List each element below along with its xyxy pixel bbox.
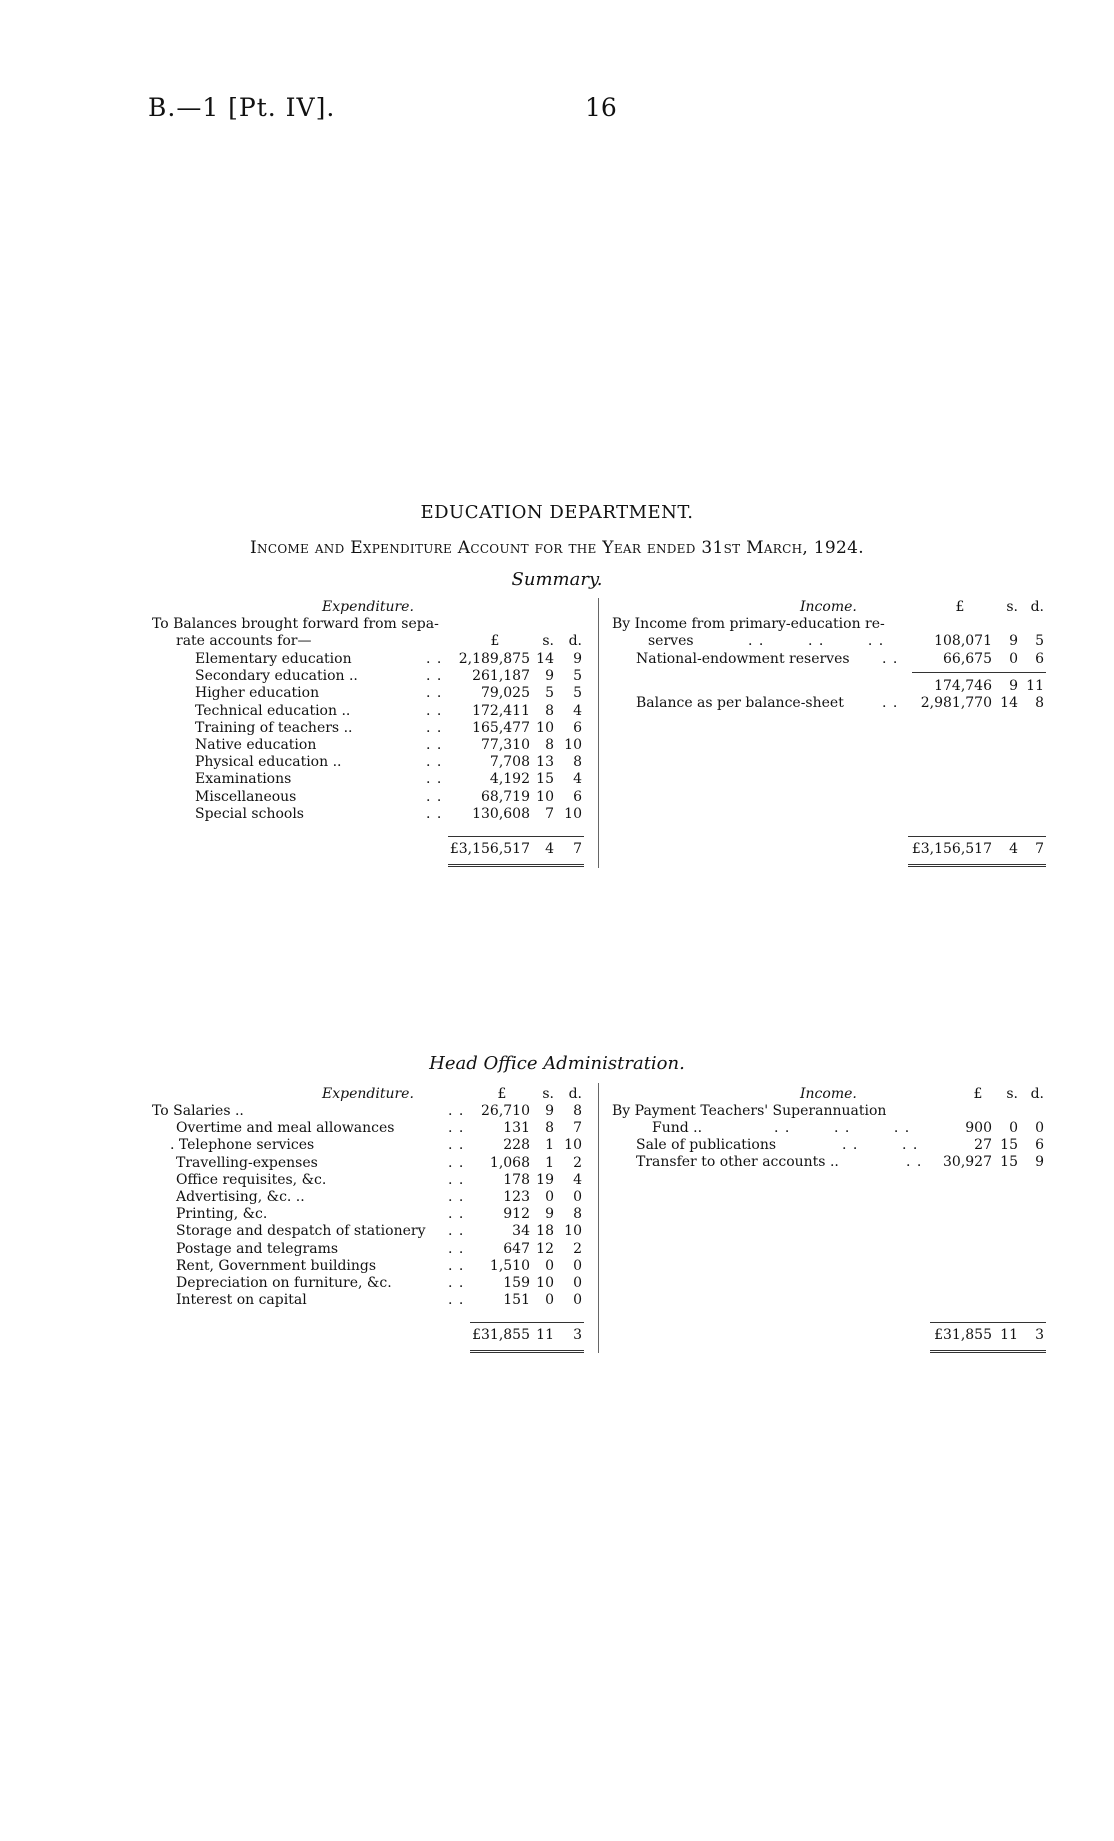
summary-expenditure-intro-1: To Balances brought forward from sepa- <box>152 616 439 632</box>
summary-income-subtotal-pounds: 174,746 <box>934 678 992 694</box>
row-leader: . . <box>426 771 443 788</box>
summary-income-serves-shillings: 9 <box>1009 633 1018 649</box>
row-shillings: 0 <box>545 1257 554 1274</box>
ho-exp-total-pounds: £31,855 <box>472 1327 530 1343</box>
summary-exp-total-double-rule <box>448 864 584 867</box>
department-title: EDUCATION DEPARTMENT. <box>420 502 694 523</box>
row-leader: . . <box>448 1292 465 1309</box>
ho-income-fund-pence: 0 <box>1035 1120 1044 1136</box>
head-office-divider <box>598 1083 599 1353</box>
row-shillings: 15 <box>536 771 554 788</box>
row-pounds: 130,608 <box>472 805 530 822</box>
summary-income-total-pounds: £3,156,517 <box>911 841 992 857</box>
row-shillings: 13 <box>536 754 554 771</box>
summary-exp-col-shillings: s. <box>542 633 554 649</box>
row-label: Miscellaneous <box>195 788 297 805</box>
row-leader: . . <box>426 702 443 719</box>
row-pence: 6 <box>573 719 582 736</box>
summary-income-line-1: By Income from primary-education re- <box>612 616 885 632</box>
ho-inc-col-pence: d. <box>1030 1086 1044 1102</box>
head-office-heading: Head Office Administration. <box>429 1053 685 1074</box>
ho-income-total-double-rule <box>930 1350 1046 1353</box>
row-pence: 10 <box>564 1223 582 1240</box>
summary-inc-col-shillings: s. <box>1006 599 1018 615</box>
row-pence: 6 <box>573 788 582 805</box>
ho-income-total-pounds: £31,855 <box>934 1327 992 1343</box>
row-pence: 4 <box>573 771 582 788</box>
row-label: Special schools <box>195 805 304 822</box>
summary-expenditure-intro-2: rate accounts for— <box>176 633 312 649</box>
row-pence: 10 <box>564 1137 582 1154</box>
row-pence: 2 <box>573 1154 582 1171</box>
account-title <box>0 538 1114 558</box>
row-label: Interest on capital <box>176 1292 307 1309</box>
summary-income-national-shillings: 0 <box>1009 651 1018 667</box>
row-shillings: 5 <box>545 685 554 702</box>
row-pence: 0 <box>573 1292 582 1309</box>
row-leader: . . <box>426 651 443 667</box>
ho-income-fund-leader: . . . . . . <box>774 1120 911 1136</box>
summary-income-serves-label: serves <box>648 633 694 649</box>
row-pounds: 228 <box>503 1137 530 1154</box>
row-shillings: 1 <box>545 1137 554 1154</box>
row-pounds: 172,411 <box>472 702 530 719</box>
row-pence: 8 <box>573 1206 582 1223</box>
row-pounds: 77,310 <box>481 737 530 753</box>
summary-divider <box>598 598 599 868</box>
row-pounds: 79,025 <box>481 685 530 702</box>
row-leader: . . <box>426 754 443 771</box>
summary-income-total-double-rule <box>908 864 1046 867</box>
summary-heading: Summary. <box>511 569 603 590</box>
row-label: Overtime and meal allowances <box>176 1120 395 1137</box>
row-pounds: 912 <box>503 1206 530 1223</box>
row-leader: . . <box>426 805 443 822</box>
summary-income-balance-leader: . . <box>882 695 899 711</box>
row-label: Depreciation on furniture, &c. <box>176 1275 392 1291</box>
row-label: Postage and telegrams <box>176 1240 339 1257</box>
summary-income-balance-shillings: 14 <box>1000 695 1018 711</box>
summary-income-subtotal-pence: 11 <box>1026 678 1044 694</box>
row-label: Office requisites, &c. <box>176 1171 327 1188</box>
summary-inc-col-pounds: £ <box>955 599 965 615</box>
ho-exp-col-pounds: £ <box>497 1086 507 1102</box>
row-pence: 5 <box>573 668 582 685</box>
row-pounds: 1,068 <box>489 1154 530 1171</box>
summary-income-serves-pounds: 108,071 <box>934 633 992 649</box>
row-shillings: 8 <box>545 702 554 719</box>
summary-income-balance-pence: 8 <box>1035 695 1044 711</box>
summary-expenditure-heading: Expenditure. <box>322 599 414 615</box>
summary-income-national-pence: 6 <box>1035 651 1044 667</box>
summary-income-total-rule <box>908 836 1046 837</box>
ho-income-transfer-shillings: 15 <box>1000 1154 1018 1170</box>
row-pence: 4 <box>573 1171 582 1188</box>
row-pounds: 131 <box>503 1120 530 1137</box>
row-leader: . . <box>426 788 443 805</box>
row-label: Travelling-expenses <box>176 1154 318 1171</box>
ho-income-publications-leader: . . . . <box>842 1137 919 1153</box>
row-shillings: 10 <box>536 788 554 805</box>
summary-income-heading: Income. <box>800 599 857 615</box>
ho-inc-col-pounds: £ <box>973 1086 983 1102</box>
summary-income-national-leader: . . <box>882 651 899 667</box>
row-shillings: 7 <box>545 805 554 822</box>
row-shillings: 10 <box>536 719 554 736</box>
row-label: Elementary education <box>195 651 352 667</box>
head-office-income-heading: Income. <box>800 1086 857 1102</box>
row-pounds: 4,192 <box>489 771 530 788</box>
summary-income-balance-label: Balance as per balance-sheet <box>636 695 844 711</box>
row-shillings: 1 <box>545 1154 554 1171</box>
row-shillings: 14 <box>536 651 554 667</box>
row-leader: . . <box>448 1240 465 1257</box>
row-pence: 5 <box>573 685 582 702</box>
summary-exp-total-pence: 7 <box>573 841 582 857</box>
row-leader: . . <box>448 1103 465 1119</box>
summary-income-total-shillings: 4 <box>1009 841 1018 857</box>
ho-income-publications-pounds: 27 <box>974 1137 992 1153</box>
row-pence: 10 <box>564 737 582 753</box>
head-office-expenditure-heading: Expenditure. <box>322 1086 414 1102</box>
row-leader: . . <box>426 685 443 702</box>
row-pence: 0 <box>573 1257 582 1274</box>
summary-income-balance-pounds: 2,981,770 <box>920 695 992 711</box>
ho-income-fund-label: Fund .. <box>652 1120 703 1136</box>
ho-income-transfer-label: Transfer to other accounts .. <box>636 1154 839 1170</box>
summary-inc-col-pence: d. <box>1030 599 1044 615</box>
row-pounds: 647 <box>503 1240 530 1257</box>
row-pounds: 123 <box>503 1189 530 1205</box>
row-pounds: 34 <box>512 1223 530 1240</box>
summary-exp-total-rule <box>448 836 584 837</box>
row-leader: . . <box>448 1223 465 1240</box>
row-pence: 7 <box>573 1120 582 1137</box>
ho-income-publications-shillings: 15 <box>1000 1137 1018 1153</box>
ho-income-total-shillings: 11 <box>1000 1327 1018 1343</box>
row-leader: . . <box>448 1154 465 1171</box>
summary-income-subtotal-shillings: 9 <box>1009 678 1018 694</box>
row-pounds: 159 <box>503 1275 530 1291</box>
page-reference: B.—1 [Pt. IV]. <box>148 93 336 122</box>
ho-income-total-pence: 3 <box>1035 1327 1044 1343</box>
row-pence: 2 <box>573 1240 582 1257</box>
row-pence: 0 <box>573 1275 582 1291</box>
ho-income-line-1: By Payment Teachers' Superannuation <box>612 1103 887 1119</box>
summary-income-national-label: National-endowment reserves <box>636 651 850 667</box>
row-shillings: 8 <box>545 737 554 753</box>
row-pounds: 151 <box>503 1292 530 1309</box>
summary-exp-col-pence: d. <box>568 633 582 649</box>
row-pounds: 7,708 <box>489 754 530 771</box>
row-pounds: 178 <box>503 1171 530 1188</box>
ho-exp-total-double-rule <box>470 1350 584 1353</box>
row-label: . Telephone services <box>170 1137 315 1154</box>
row-leader: . . <box>426 719 443 736</box>
ho-income-transfer-leader: . . <box>906 1154 923 1170</box>
ho-income-publications-pence: 6 <box>1035 1137 1044 1153</box>
row-leader: . . <box>448 1189 465 1205</box>
row-label: Advertising, &c. .. <box>176 1189 305 1205</box>
row-label: Rent, Government buildings <box>176 1257 377 1274</box>
ho-inc-col-shillings: s. <box>1006 1086 1018 1102</box>
page-number: 16 <box>585 93 617 122</box>
row-label: Technical education .. <box>195 702 351 719</box>
summary-income-serves-pence: 5 <box>1035 633 1044 649</box>
row-label: Printing, &c. <box>176 1206 268 1223</box>
ho-income-total-rule <box>930 1322 1046 1323</box>
summary-exp-total-shillings: 4 <box>545 841 554 857</box>
ho-exp-total-pence: 3 <box>573 1327 582 1343</box>
row-shillings: 19 <box>536 1171 554 1188</box>
ho-income-transfer-pence: 9 <box>1035 1154 1044 1170</box>
row-leader: . . <box>426 737 443 753</box>
ho-income-publications-label: Sale of publications <box>636 1137 777 1153</box>
row-label: Examinations <box>195 771 292 788</box>
summary-exp-col-pounds: £ <box>490 633 500 649</box>
summary-income-serves-leader: . . . . . . <box>748 633 885 649</box>
row-label: Secondary education .. <box>195 668 358 685</box>
row-pence: 4 <box>573 702 582 719</box>
row-pounds: 68,719 <box>481 788 530 805</box>
row-shillings: 12 <box>536 1240 554 1257</box>
row-leader: . . <box>448 1206 465 1223</box>
row-leader: . . <box>426 668 443 685</box>
row-label: Higher education <box>195 685 320 702</box>
row-shillings: 9 <box>545 1103 554 1119</box>
ho-exp-col-shillings: s. <box>542 1086 554 1102</box>
row-shillings: 0 <box>545 1292 554 1309</box>
row-label: Training of teachers .. <box>195 719 353 736</box>
row-pence: 0 <box>573 1189 582 1205</box>
row-leader: . . <box>448 1171 465 1188</box>
ho-income-fund-shillings: 0 <box>1009 1120 1018 1136</box>
row-leader: . . <box>448 1120 465 1137</box>
ho-income-fund-pounds: 900 <box>965 1120 992 1136</box>
ho-income-transfer-pounds: 30,927 <box>943 1154 992 1170</box>
ho-exp-total-rule <box>470 1322 584 1323</box>
row-leader: . . <box>448 1137 465 1154</box>
row-pounds: 2,189,875 <box>458 651 530 667</box>
account-title-text: Income and Expenditure Account for the Year ended 31st March, 1924. <box>250 538 864 558</box>
row-label: Physical education .. <box>195 754 342 771</box>
row-shillings: 9 <box>545 1206 554 1223</box>
summary-income-national-pounds: 66,675 <box>943 651 992 667</box>
summary-income-total-pence: 7 <box>1035 841 1044 857</box>
row-shillings: 18 <box>536 1223 554 1240</box>
row-label: Native education <box>195 737 317 753</box>
row-pence: 9 <box>573 651 582 667</box>
row-shillings: 0 <box>545 1189 554 1205</box>
row-pounds: 1,510 <box>489 1257 530 1274</box>
ho-exp-total-shillings: 11 <box>536 1327 554 1343</box>
row-shillings: 9 <box>545 668 554 685</box>
row-pence: 10 <box>564 805 582 822</box>
row-pounds: 261,187 <box>472 668 530 685</box>
row-shillings: 8 <box>545 1120 554 1137</box>
row-pounds: 165,477 <box>472 719 530 736</box>
summary-income-subtotal-rule <box>912 672 1046 673</box>
row-leader: . . <box>448 1257 465 1274</box>
row-pounds: 26,710 <box>481 1103 530 1119</box>
ho-exp-col-pence: d. <box>568 1086 582 1102</box>
summary-exp-total-pounds: £3,156,517 <box>449 841 530 857</box>
row-leader: . . <box>448 1275 465 1291</box>
row-label: Storage and despatch of stationery <box>176 1223 426 1240</box>
row-pence: 8 <box>573 1103 582 1119</box>
row-shillings: 10 <box>536 1275 554 1291</box>
row-label: To Salaries .. <box>152 1103 244 1119</box>
row-pence: 8 <box>573 754 582 771</box>
